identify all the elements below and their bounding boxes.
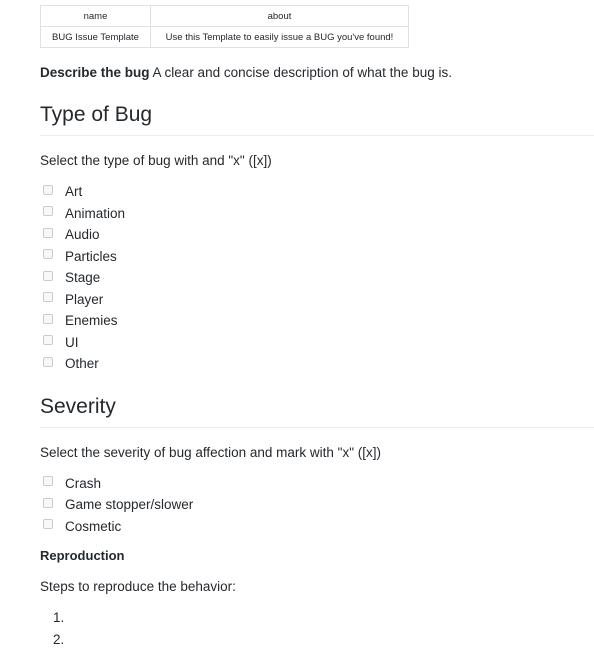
checkbox[interactable] xyxy=(43,249,53,259)
checklist-item-crash xyxy=(40,473,594,495)
checklist-item-label: Crash xyxy=(65,475,102,491)
template-meta-table xyxy=(40,5,409,48)
severity-heading: Severity xyxy=(40,393,594,428)
checklist-item-label: Enemies xyxy=(65,313,118,328)
checklist-item-art xyxy=(40,181,594,203)
checklist-item-stage xyxy=(40,267,594,289)
checkbox[interactable] xyxy=(43,314,53,324)
checkbox[interactable] xyxy=(43,292,53,302)
type-instruction: Select the type of bug with and "x" ([x]) xyxy=(40,153,272,168)
checklist-item-label: Game stopper/slower xyxy=(65,497,194,512)
checkbox[interactable] xyxy=(43,228,53,238)
table-header-row xyxy=(41,6,409,27)
list-item: 1. xyxy=(53,610,65,625)
table-cell-name: BUG Issue Template xyxy=(41,27,151,48)
reproduction-heading: Reproduction xyxy=(40,548,125,563)
table-cell-about: Use this Template to easily issue a BUG you've found! xyxy=(151,27,409,48)
checkbox[interactable] xyxy=(43,271,53,281)
checkbox[interactable] xyxy=(43,357,53,367)
checkbox[interactable] xyxy=(43,519,53,529)
checklist-item-player xyxy=(40,289,594,311)
checkbox[interactable] xyxy=(43,185,53,195)
table-row xyxy=(41,27,409,48)
checkbox[interactable] xyxy=(43,498,53,508)
intro-paragraph xyxy=(40,63,594,83)
checklist-item-label: Stage xyxy=(65,270,101,285)
list-item: 2. xyxy=(53,632,65,647)
checklist-item-label: Animation xyxy=(65,205,126,221)
checklist-item-audio xyxy=(40,224,594,246)
checklist-item-label: Cosmetic xyxy=(65,518,122,534)
checkbox[interactable] xyxy=(43,335,53,345)
checkbox[interactable] xyxy=(43,206,53,216)
checklist-item-enemies xyxy=(40,310,594,332)
checklist-item-game-stopper xyxy=(40,494,594,516)
table-header-about: about xyxy=(151,6,409,27)
checklist-item-label: Player xyxy=(65,291,104,307)
severity-checklist xyxy=(40,473,594,538)
markdown-body xyxy=(0,5,594,651)
type-checklist xyxy=(40,181,594,375)
checklist-item-cosmetic xyxy=(40,516,594,538)
checklist-item-label: Particles xyxy=(65,248,117,264)
checklist-item-animation xyxy=(40,203,594,225)
checkbox[interactable] xyxy=(43,476,53,486)
steps-list xyxy=(40,607,594,651)
checklist-item-particles xyxy=(40,246,594,268)
severity-instruction: Select the severity of bug affection and mark with "x" ([x]) xyxy=(40,444,381,460)
checklist-item-label: Art xyxy=(65,184,83,199)
checklist-item-label: Other xyxy=(65,356,99,371)
checklist-item-label: UI xyxy=(65,334,79,350)
intro-bold: Describe the bug xyxy=(40,65,150,80)
checklist-item-ui xyxy=(40,332,594,354)
checklist-item-label: Audio xyxy=(65,227,100,242)
table-header-name: name xyxy=(41,6,151,27)
intro-text: A clear and concise description of what the bug is. xyxy=(149,65,452,80)
reproduction-instruction: Steps to reproduce the behavior: xyxy=(40,579,236,594)
checklist-item-other xyxy=(40,353,594,375)
type-of-bug-heading: Type of Bug xyxy=(40,101,594,136)
